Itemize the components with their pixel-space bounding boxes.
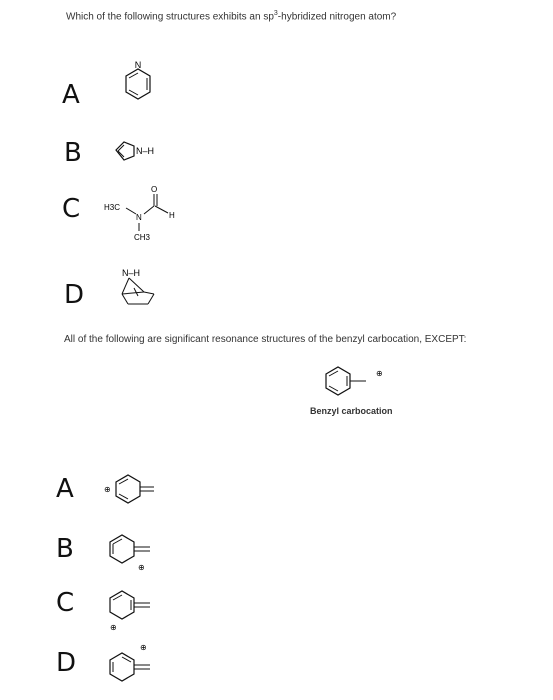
pyridine-structure	[108, 62, 168, 122]
option-a-charge-label: ⊕	[104, 485, 111, 494]
benzyl-carbocation-reference	[318, 362, 418, 402]
resonance-option-d	[104, 642, 184, 692]
benzyl-carbocation-caption: Benzyl carbocation	[310, 406, 393, 416]
dmf-o-label: O	[151, 185, 158, 194]
option-b-charge-label: ⊕	[138, 563, 145, 572]
option-1d-letter: D	[64, 280, 85, 310]
azabicyclic-structure	[114, 256, 194, 316]
option-2d-letter: D	[56, 648, 77, 678]
resonance-option-c	[104, 586, 184, 636]
dmf-h3c-label: H3C	[104, 203, 121, 212]
option-2c-letter: C	[56, 588, 75, 618]
pyridine-n-label: N	[134, 60, 142, 70]
option-d-charge-label: ⊕	[140, 643, 147, 652]
question-1-text: Which of the following structures exhibits an $sp^3$-hybridized nitrogen atom?	[66, 10, 397, 23]
option-2a-letter: A	[56, 474, 74, 504]
pyrrole-structure	[108, 134, 188, 174]
resonance-option-a	[104, 470, 194, 510]
azabicyclic-nh-label: N–H	[122, 268, 141, 278]
dmf-h-label: H	[169, 211, 175, 220]
dimethylformamide-structure	[104, 186, 194, 246]
pyrrole-nh-label: N–H	[136, 146, 155, 156]
option-1a-letter: A	[62, 80, 80, 110]
dmf-n-label: N	[136, 213, 142, 222]
resonance-option-b	[104, 530, 184, 580]
option-c-charge-label: ⊕	[110, 623, 117, 632]
question-2-text: All of the following are significant resonance structures of the benzyl carbocation, EXCEPT:	[64, 334, 467, 345]
option-1b-letter: B	[64, 138, 82, 168]
option-1c-letter: C	[62, 194, 81, 224]
option-2b-letter: B	[56, 534, 74, 564]
reference-charge-label: ⊕	[376, 369, 383, 378]
dmf-ch3-label: CH3	[134, 233, 151, 242]
